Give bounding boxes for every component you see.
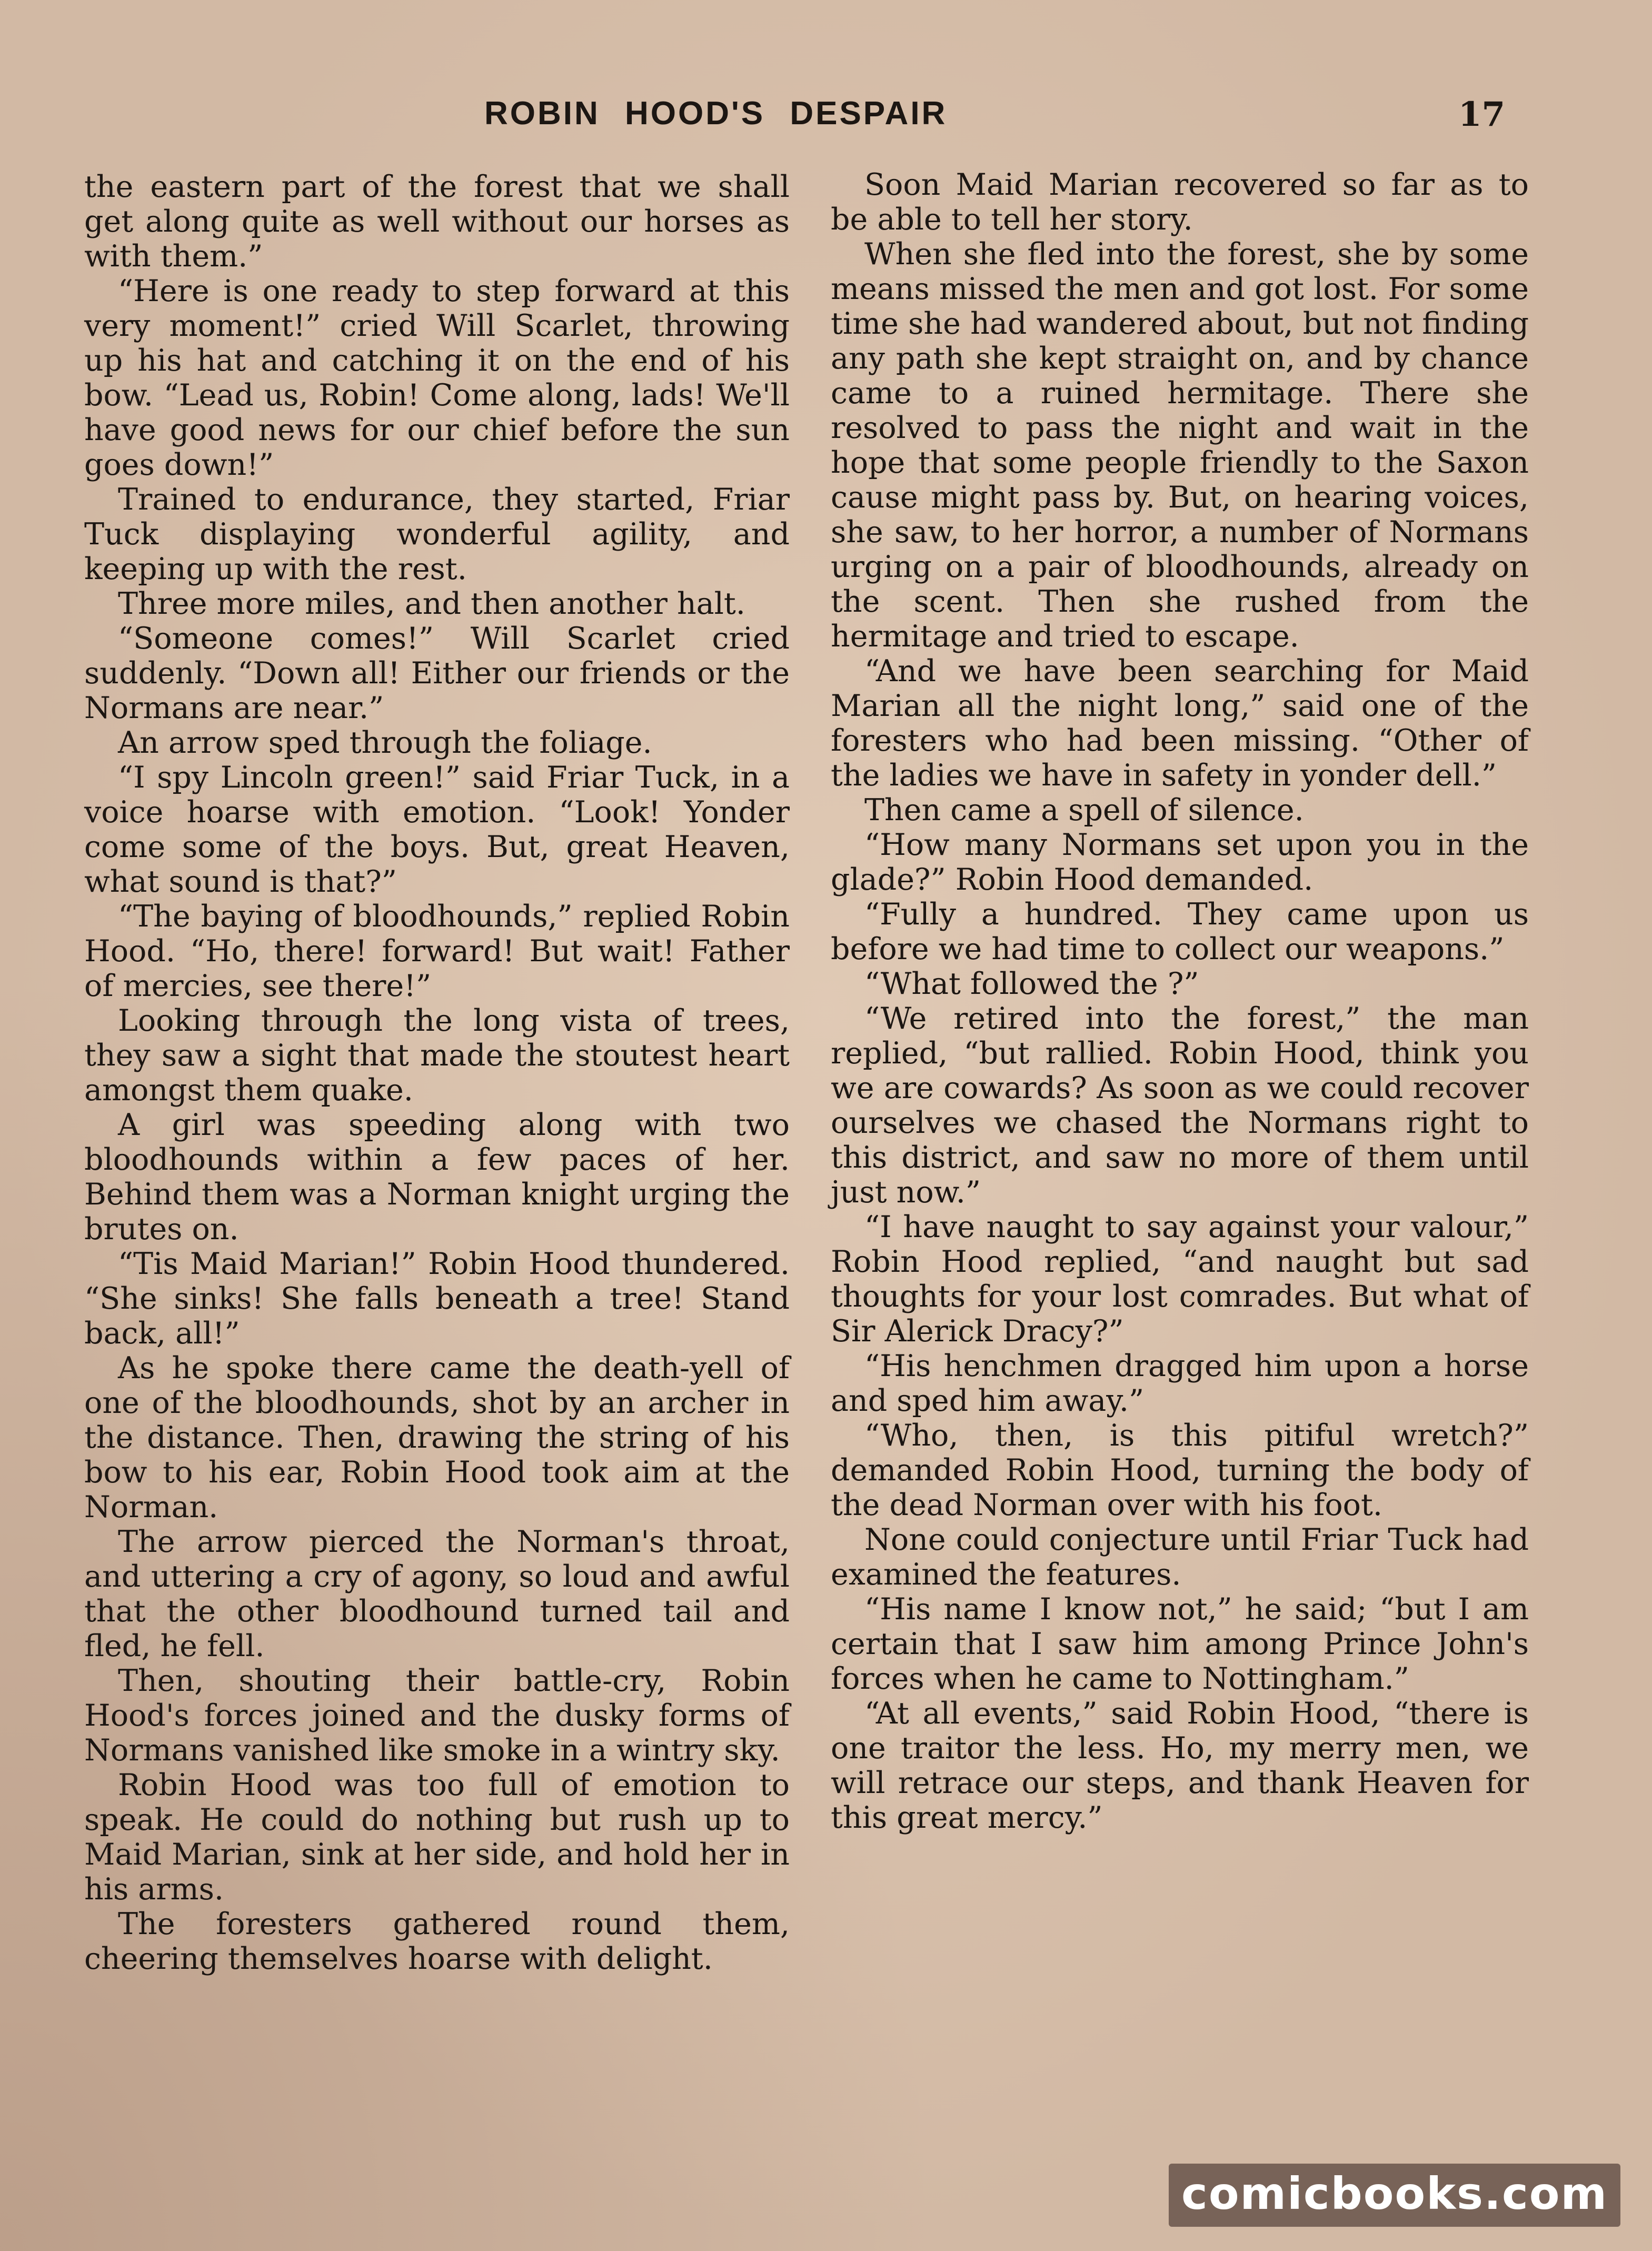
paragraph: “How many Normans set upon you in the glade?” Robin Hood demanded.	[831, 828, 1529, 897]
right-column	[831, 167, 1529, 1835]
paragraph: “Tis Maid Marian!” Robin Hood thundered. “She sinks! She falls beneath a tree! Stand back, all!”	[84, 1247, 790, 1351]
paragraph: Soon Maid Marian recovered so far as to be able to tell her story.	[831, 167, 1529, 237]
paragraph: “I have naught to say against your valour,” Robin Hood replied, “and naught but sad thoughts for your lost comrades. But what of Sir Alerick Dracy?”	[831, 1210, 1529, 1349]
paragraph: “Here is one ready to step forward at this very moment!” cried Will Scarlet, throwing up his hat and catching it on the end of his bow. “Lead us, Robin! Come along, lads! We'll have good news for our chief before the sun goes down!”	[84, 274, 790, 482]
paragraph: Looking through the long vista of trees, they saw a sight that made the stoutest heart amongst them quake.	[84, 1003, 790, 1108]
paragraph: “His henchmen dragged him upon a horse and sped him away.”	[831, 1349, 1529, 1418]
paragraph: “And we have been searching for Maid Marian all the night long,” said one of the foresters who had been missing. “Other of the ladies we have in safety in yonder dell.”	[831, 654, 1529, 793]
paragraph: Robin Hood was too full of emotion to speak. He could do nothing but rush up to Maid Marian, sink at her side, and hold her in his arms.	[84, 1768, 790, 1907]
left-column	[84, 170, 790, 1976]
paragraph: “At all events,” said Robin Hood, “there is one traitor the less. Ho, my merry men, we will retrace our steps, and thank Heaven for this great mercy.”	[831, 1696, 1529, 1835]
paragraph: Three more miles, and then another halt.	[118, 586, 745, 621]
paragraph: The foresters gathered round them, cheering themselves hoarse with delight.	[84, 1907, 790, 1976]
paragraph: A girl was speeding along with two bloodhounds within a few paces of her. Behind them was a Norman knight urging the brutes on.	[84, 1108, 790, 1247]
paragraph: the eastern part of the forest that we shall get along quite as well without our horses as with them.”	[84, 170, 790, 274]
paragraph: Then came a spell of silence.	[864, 793, 1304, 828]
paragraph: As he spoke there came the death-yell of one of the bloodhounds, shot by an archer in the distance. Then, drawing the string of his bow to his ear, Robin Hood took aim at the Norman.	[84, 1351, 790, 1525]
paragraph: “The baying of bloodhounds,” replied Robin Hood. “Ho, there! forward! But wait! Father of mercies, see there!”	[84, 899, 790, 1003]
paragraph: “Who, then, is this pitiful wretch?” demanded Robin Hood, turning the body of the dead Norman over with his foot.	[831, 1418, 1529, 1522]
paragraph: “Someone comes!” Will Scarlet cried suddenly. “Down all! Either our friends or the Normans are near.”	[84, 621, 790, 725]
paragraph: “His name I know not,” he said; “but I am certain that I saw him among Prince John's forces when he came to Nottingham.”	[831, 1592, 1529, 1696]
paragraph: Trained to endurance, they started, Friar Tuck displaying wonderful agility, and keeping up with the rest.	[84, 482, 790, 586]
paragraph: An arrow sped through the foliage.	[118, 725, 652, 760]
paragraph: Then, shouting their battle-cry, Robin Hood's forces joined and the dusky forms of Normans vanished like smoke in a wintry sky.	[84, 1664, 790, 1768]
paragraph: “We retired into the forest,” the man replied, “but rallied. Robin Hood, think you we are cowards? As soon as we could recover ourselves we chased the Normans right to this district, and saw no more of them until just now.”	[831, 1001, 1529, 1210]
paragraph: None could conjecture until Friar Tuck had examined the features.	[831, 1522, 1529, 1592]
running-title: ROBIN HOOD'S DESPAIR	[484, 95, 948, 132]
paragraph: The arrow pierced the Norman's throat, and uttering a cry of agony, so loud and awful that the other bloodhound turned tail and fled, he fell.	[84, 1525, 790, 1664]
page-number: 17	[1458, 95, 1506, 134]
paragraph: “What followed the ?”	[864, 967, 1199, 1001]
watermark: comicbooks.com	[1169, 2164, 1620, 2227]
paragraph: “I spy Lincoln green!” said Friar Tuck, in a voice hoarse with emotion. “Look! Yonder come some of the boys. But, great Heaven, what sound is that?”	[84, 760, 790, 899]
paragraph: “Fully a hundred. They came upon us before we had time to collect our weapons.”	[831, 897, 1529, 967]
paragraph: When she fled into the forest, she by some means missed the men and got lost. For some time she had wandered about, but not finding any path she kept straight on, and by chance came to a ruined hermitage. There she resolved to pass the night and wait in the hope that some people friendly to the Saxon cause might pass by. But, on hearing voices, she saw, to her horror, a number of Normans urging on a pair of bloodhounds, already on the scent. Then she rushed from the hermitage and tried to escape.	[831, 237, 1529, 654]
